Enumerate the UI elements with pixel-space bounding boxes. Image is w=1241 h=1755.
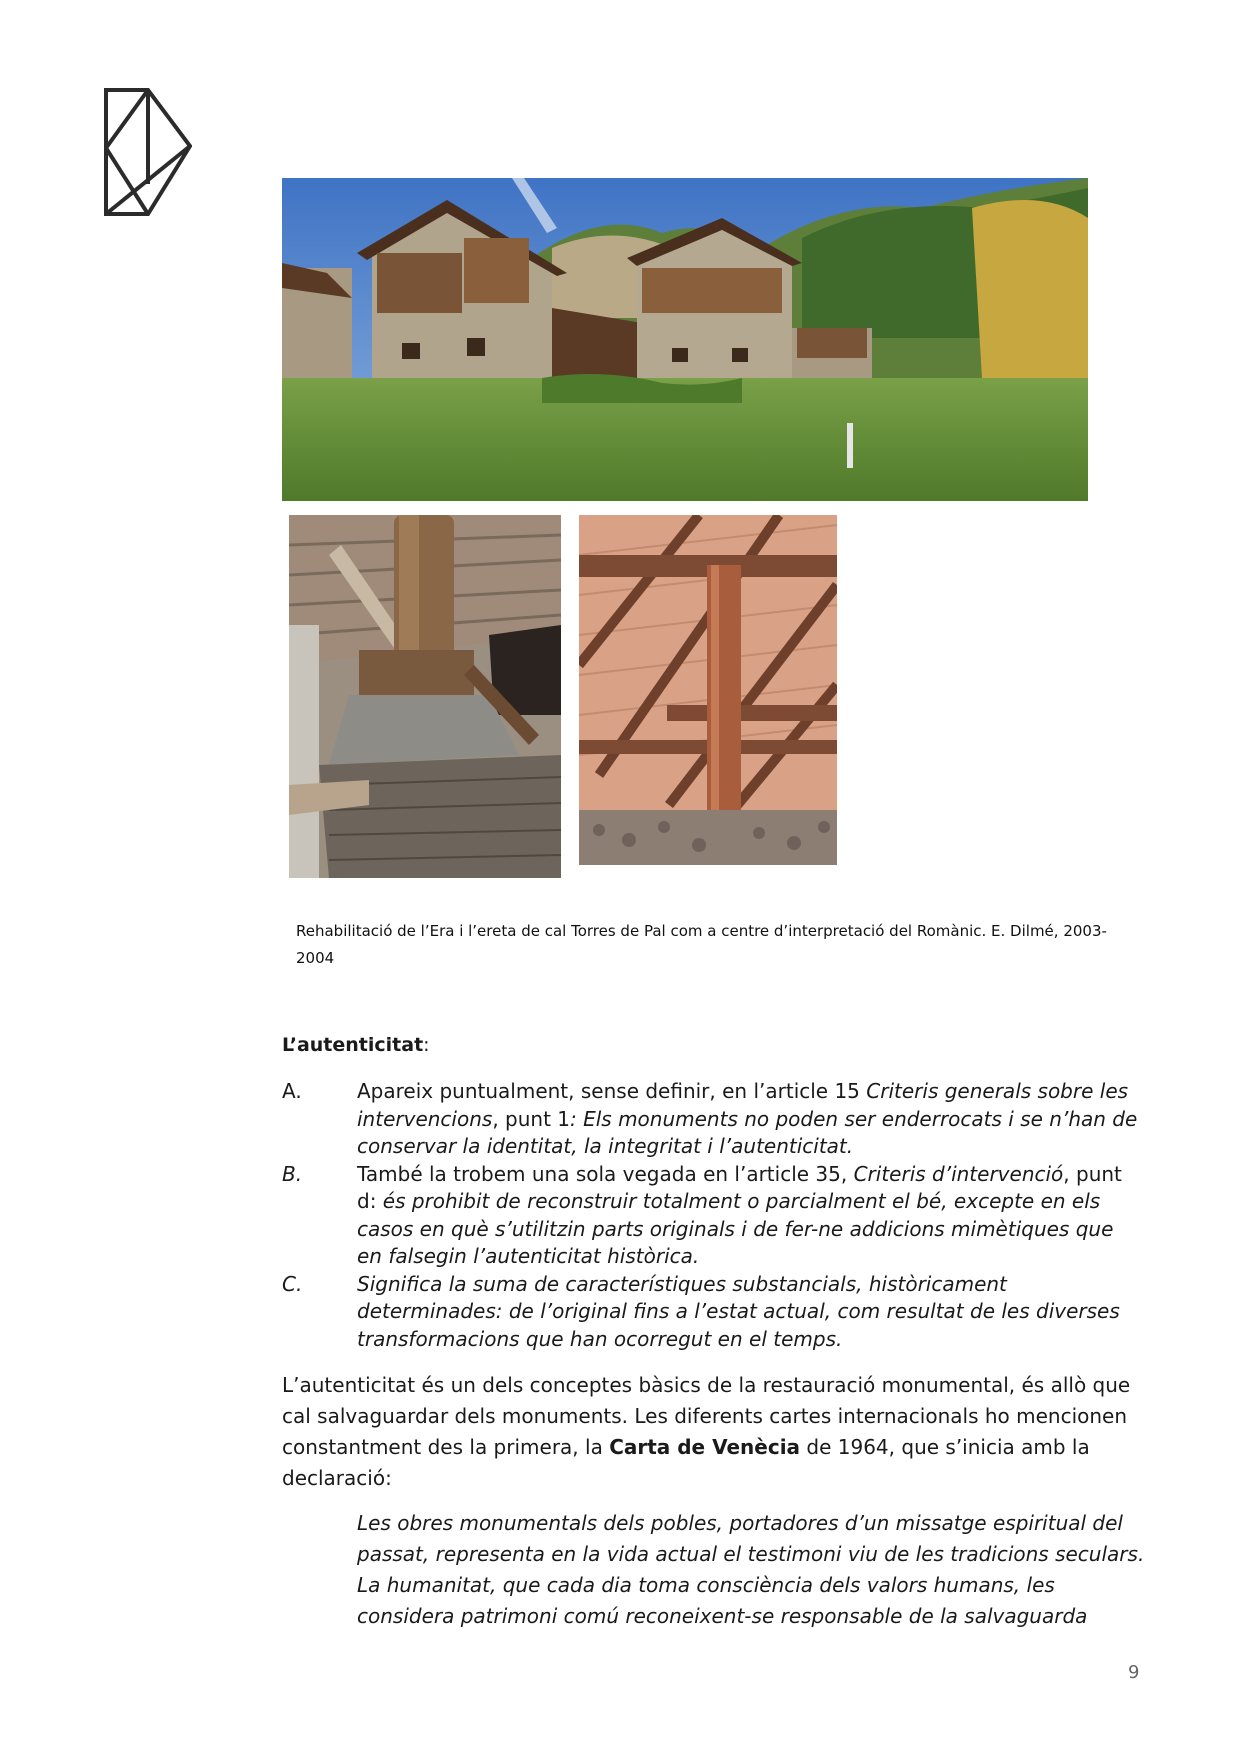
section-title (282, 1034, 430, 1056)
photo-stone-barns (282, 178, 1088, 501)
section-title-text: L’autenticitat (282, 1034, 424, 1056)
list-item (282, 1161, 1142, 1271)
paragraph-text: L’autenticitat és un dels conceptes bàsics de la restauració monumental, és allò que cal salvaguardar dels monuments. Les diferents cartes internacionals ho mencionen constantment des la primera, la (282, 1373, 1131, 1459)
list-text-italic: Criteris generals sobre les intervencions (357, 1079, 1129, 1131)
paragraph-text: de 1964, que s’inicia amb la declaració: (282, 1435, 1090, 1490)
list-marker: A. (282, 1079, 302, 1103)
photo-timber-post (289, 515, 561, 878)
definition-list (282, 1078, 1142, 1353)
list-item-text: Significa la suma de característiques substancials, històricament determinades: de l’original fins a l’estat actual, com resultat de les diverses transformacions que han ocorregut en el temps. (357, 1271, 1120, 1351)
page-number: 9 (1128, 1662, 1140, 1683)
list-item (282, 1078, 1142, 1161)
list-marker: C. (282, 1271, 303, 1296)
list-text-italic: és prohibit de reconstruir totalment o parcialment el bé, excepte en els casos en què s’utilitzin parts originals i de fer-ne addicions mimètiques que en falsegin l’autenticitat històrica. (357, 1189, 1114, 1268)
list-text-segment: , punt d: (357, 1161, 1122, 1213)
photo-caption: Rehabilitació de l’Era i l’ereta de cal Torres de Pal com a centre d’interpretació del Romànic. E. Dilmé, 2003-2004 (296, 922, 1107, 967)
list-item-text (357, 1161, 1142, 1271)
section-title-colon: : (423, 1034, 430, 1056)
list-text-italic: Criteris d’intervenció (853, 1161, 1064, 1186)
list-marker: B. (282, 1161, 303, 1186)
paragraph-bold-text: Carta de Venècia (609, 1435, 801, 1459)
list-text-italic: : Els monuments no poden ser enderrocats i se n’han de conservar la identitat, la integritat i l’autenticitat. (357, 1106, 1138, 1158)
list-item-text (357, 1078, 1142, 1161)
list-text-segment: Apareix puntualment, sense definir, en l’article 15 (357, 1079, 867, 1103)
body-paragraph (282, 1370, 1142, 1494)
logo (104, 88, 192, 216)
photo-roof-structure (579, 515, 837, 865)
list-item (282, 1271, 1142, 1354)
list-text-segment: També la trobem una sola vegada en l’article 35, (357, 1161, 854, 1186)
list-text-segment: , punt 1 (492, 1106, 570, 1131)
block-quote: Les obres monumentals dels pobles, portadores d’un missatge espiritual del passat, representa en la vida actual el testimoni viu de les tradicions seculars. La humanitat, que cada dia toma consciència dels valors humans, les considera patrimoni comú reconeixent-se responsable de la salvaguarda (357, 1511, 1145, 1628)
